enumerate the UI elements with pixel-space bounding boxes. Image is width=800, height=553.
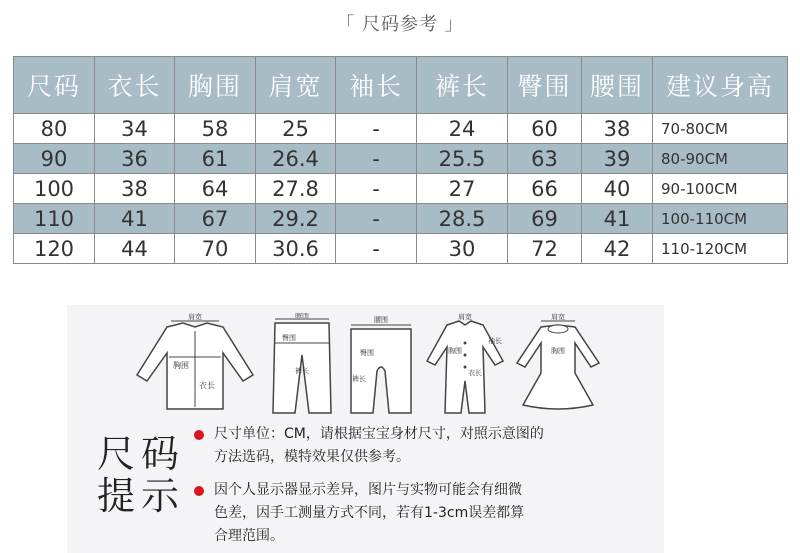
col-header-chest: 胸围 xyxy=(175,57,256,114)
romper-label-waist: 腰围 xyxy=(374,316,388,324)
tip-heading-hint: 提示 xyxy=(97,474,186,518)
col-header-height: 建议身高 xyxy=(653,57,788,114)
table-row xyxy=(14,204,788,234)
shirt-label-length: 衣长 xyxy=(199,381,215,390)
table-cell: - xyxy=(336,144,417,174)
shirt-icon xyxy=(131,313,259,417)
note-line: 尺寸单位：CM，请根据宝宝身材尺寸，对照示意图的 xyxy=(214,426,544,442)
onesie-label-length: 衣长 xyxy=(468,369,482,377)
col-header-shoulder: 肩宽 xyxy=(256,57,336,114)
table-cell: 100 xyxy=(14,174,95,204)
table-cell: 30 xyxy=(417,234,508,264)
table-cell: 66 xyxy=(508,174,582,204)
table-cell: 42 xyxy=(582,234,653,264)
note-line: 合理范围。 xyxy=(214,528,284,544)
table-cell: 25.5 xyxy=(417,144,508,174)
romper-diagram xyxy=(347,313,415,417)
shirt-label-shoulder: 肩宽 xyxy=(188,313,202,321)
note-line: 色差，因手工测量方式不同，若有1-3cm误差都算 xyxy=(214,505,525,521)
table-cell: 26.4 xyxy=(256,144,336,174)
table-cell: 90 xyxy=(14,144,95,174)
onesie-label-shoulder: 肩宽 xyxy=(458,313,472,321)
dress-label-shoulder: 肩宽 xyxy=(551,313,565,321)
table-cell: 29.2 xyxy=(256,204,336,234)
table-cell: 44 xyxy=(95,234,175,264)
table-cell: 38 xyxy=(95,174,175,204)
table-cell: 60 xyxy=(508,114,582,144)
onesie-label-chest: 胸围 xyxy=(448,347,462,355)
table-cell: 28.5 xyxy=(417,204,508,234)
table-cell: 27.8 xyxy=(256,174,336,204)
table-cell: 38 xyxy=(582,114,653,144)
col-header-sleeve: 袖长 xyxy=(336,57,417,114)
note-unit xyxy=(214,423,654,469)
table-cell: 39 xyxy=(582,144,653,174)
pants-diagram xyxy=(269,313,335,417)
bullet-dot xyxy=(194,430,204,440)
table-cell: 70-80CM xyxy=(653,114,788,144)
page-title: 「 尺码参考 」 xyxy=(336,14,464,35)
size-chart-table xyxy=(13,56,788,264)
table-row xyxy=(14,114,788,144)
table-cell: 80 xyxy=(14,114,95,144)
table-cell: 110 xyxy=(14,204,95,234)
table-cell: - xyxy=(336,204,417,234)
table-cell: 41 xyxy=(95,204,175,234)
table-cell: 100-110CM xyxy=(653,204,788,234)
col-header-size: 尺码 xyxy=(14,57,95,114)
note-color-difference xyxy=(214,479,654,548)
bullet-dot xyxy=(194,486,204,496)
table-cell: 69 xyxy=(508,204,582,234)
table-cell: 64 xyxy=(175,174,256,204)
table-cell: 40 xyxy=(582,174,653,204)
table-cell: 27 xyxy=(417,174,508,204)
dress-diagram xyxy=(513,313,603,417)
table-cell: - xyxy=(336,174,417,204)
table-row xyxy=(14,174,788,204)
onesie-diagram xyxy=(425,313,505,417)
romper-icon xyxy=(347,313,415,417)
table-cell: 25 xyxy=(256,114,336,144)
table-cell: 120 xyxy=(14,234,95,264)
table-cell: - xyxy=(336,234,417,264)
table-cell: 24 xyxy=(417,114,508,144)
romper-label-hip: 臀围 xyxy=(360,349,374,357)
table-cell: 70 xyxy=(175,234,256,264)
table-cell: 72 xyxy=(508,234,582,264)
table-row xyxy=(14,144,788,174)
table-row xyxy=(14,234,788,264)
pants-label-waist: 腰围 xyxy=(295,313,309,319)
romper-label-length: 裤长 xyxy=(352,375,366,383)
table-cell: 34 xyxy=(95,114,175,144)
col-header-hip: 臀围 xyxy=(508,57,582,114)
shirt-label-chest: 胸围 xyxy=(173,361,189,370)
table-cell: 80-90CM xyxy=(653,144,788,174)
table-cell: 41 xyxy=(582,204,653,234)
onesie-label-sleeve: 袖长 xyxy=(488,337,502,345)
col-header-waist: 腰围 xyxy=(582,57,653,114)
table-cell: 63 xyxy=(508,144,582,174)
table-cell: 110-120CM xyxy=(653,234,788,264)
pants-label-length: 裤长 xyxy=(295,367,309,375)
onesie-icon xyxy=(425,313,505,417)
table-cell: 67 xyxy=(175,204,256,234)
note-line: 方法选码，模特效果仅供参考。 xyxy=(214,449,410,465)
col-header-pants-length: 裤长 xyxy=(417,57,508,114)
table-cell: 61 xyxy=(175,144,256,174)
col-header-length: 衣长 xyxy=(95,57,175,114)
table-cell: - xyxy=(336,114,417,144)
table-cell: 90-100CM xyxy=(653,174,788,204)
tip-heading-size: 尺码 xyxy=(97,432,186,476)
table-header-row xyxy=(14,57,788,114)
pants-label-hip: 臀围 xyxy=(282,334,296,342)
note-line: 因个人显示器显示差异，图片与实物可能会有细微 xyxy=(214,482,522,498)
table-cell: 30.6 xyxy=(256,234,336,264)
dress-label-chest: 胸围 xyxy=(551,347,565,355)
table-cell: 36 xyxy=(95,144,175,174)
size-tip-panel xyxy=(67,305,664,553)
pants-icon xyxy=(269,313,335,417)
dress-icon xyxy=(513,313,603,417)
shirt-diagram xyxy=(131,313,259,417)
table-cell: 58 xyxy=(175,114,256,144)
